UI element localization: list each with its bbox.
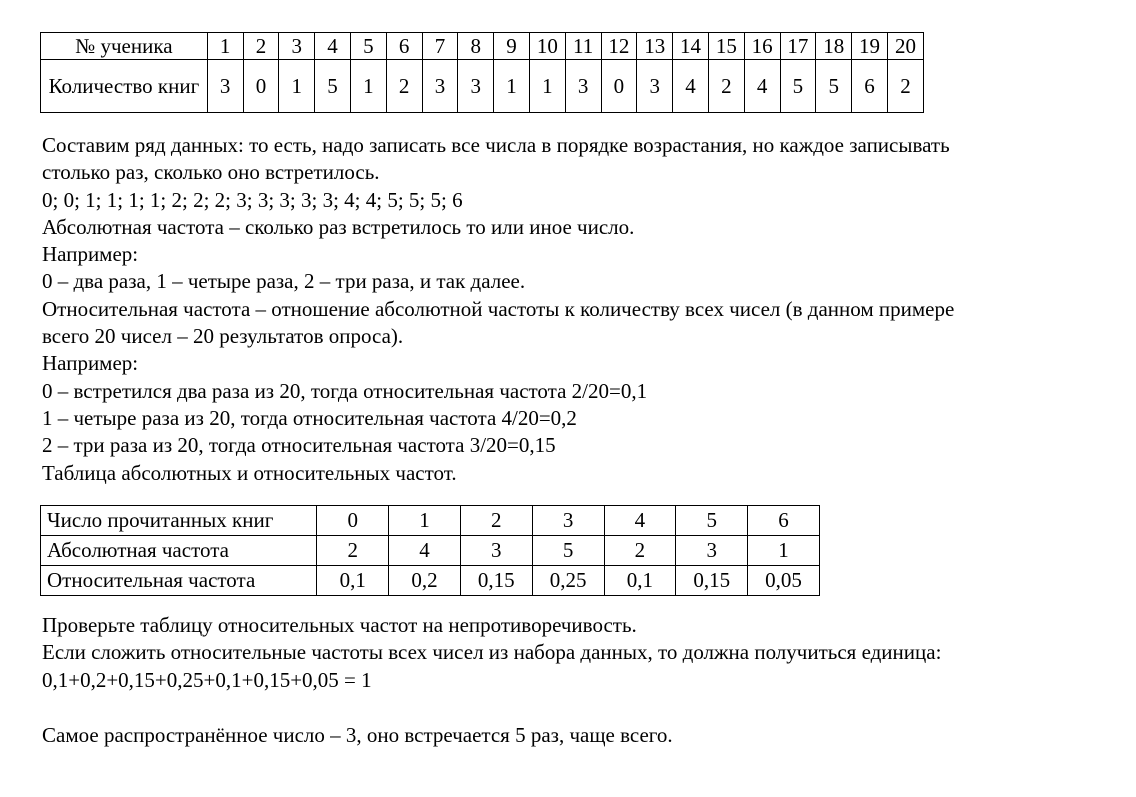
frequency-table: [40, 505, 820, 596]
absolute-frequency-header: Абсолютная частота: [41, 536, 317, 566]
book-count-cell: 0: [243, 60, 279, 113]
book-count-cell: 2: [887, 60, 923, 113]
student-number-cell: 15: [708, 33, 744, 60]
absolute-frequency-cell: 1: [748, 536, 820, 566]
text-line: 1 – четыре раза из 20, тогда относительная частота 4/20=0,2: [42, 405, 577, 430]
student-number-cell: 17: [780, 33, 816, 60]
student-number-header: № ученика: [41, 33, 208, 60]
relative-frequency-cell: 0,1: [317, 566, 389, 596]
books-read-cell: 1: [389, 506, 461, 536]
text-line: 0; 0; 1; 1; 1; 1; 2; 2; 2; 3; 3; 3; 3; 3; 4; 4; 5; 5; 5; 6: [42, 187, 463, 212]
text-line: 0,1+0,2+0,15+0,25+0,1+0,15+0,05 = 1: [42, 667, 372, 692]
text-line: Абсолютная частота – сколько раз встретилось то или иное число.: [42, 214, 635, 239]
book-count-cell: 3: [565, 60, 601, 113]
book-count-cell: 4: [673, 60, 709, 113]
text-line: Например:: [42, 351, 139, 376]
book-count-header: Количество книг: [41, 60, 208, 113]
student-number-cell: 5: [350, 33, 386, 60]
books-read-cell: 3: [532, 506, 604, 536]
student-number-cell: 7: [422, 33, 458, 60]
text-line: 2 – три раза из 20, тогда относительная частота 3/20=0,15: [42, 433, 556, 458]
relative-frequency-row: [41, 566, 820, 596]
absolute-frequency-cell: 2: [604, 536, 676, 566]
conclusion-text: [42, 722, 673, 749]
explanation-text: [42, 132, 954, 487]
relative-frequency-cell: 0,2: [389, 566, 461, 596]
student-number-cell: 11: [565, 33, 601, 60]
relative-frequency-cell: 0,1: [604, 566, 676, 596]
book-count-cell: 5: [315, 60, 351, 113]
student-number-cell: 14: [673, 33, 709, 60]
relative-frequency-cell: 0,15: [676, 566, 748, 596]
book-count-cell: 5: [816, 60, 852, 113]
student-number-cell: 10: [529, 33, 565, 60]
text-line: Проверьте таблицу относительных частот на непротиворечивость.: [42, 613, 637, 637]
book-count-cell: 1: [529, 60, 565, 113]
text-line: Самое распространённое число – 3, оно встречается 5 раз, чаще всего.: [42, 723, 673, 747]
student-number-cell: 13: [637, 33, 673, 60]
text-line: столько раз, сколько оно встретилось.: [42, 160, 380, 185]
book-count-cell: 3: [422, 60, 458, 113]
students-books-table: [40, 32, 924, 113]
student-number-cell: 8: [458, 33, 494, 60]
text-line: Например:: [42, 242, 139, 267]
absolute-frequency-row: [41, 536, 820, 566]
absolute-frequency-cell: 4: [389, 536, 461, 566]
student-number-row: [41, 33, 924, 60]
books-read-header: Число прочитанных книг: [41, 506, 317, 536]
absolute-frequency-cell: 5: [532, 536, 604, 566]
absolute-frequency-cell: 3: [676, 536, 748, 566]
books-read-cell: 0: [317, 506, 389, 536]
student-number-cell: 18: [816, 33, 852, 60]
consistency-check-text: [42, 612, 941, 694]
book-count-cell: 3: [637, 60, 673, 113]
relative-frequency-cell: 0,25: [532, 566, 604, 596]
book-count-cell: 1: [279, 60, 315, 113]
absolute-frequency-cell: 3: [460, 536, 532, 566]
book-count-cell: 1: [350, 60, 386, 113]
book-count-cell: 1: [494, 60, 530, 113]
absolute-frequency-cell: 2: [317, 536, 389, 566]
relative-frequency-cell: 0,05: [748, 566, 820, 596]
text-line: 0 – два раза, 1 – четыре раза, 2 – три раза, и так далее.: [42, 269, 526, 294]
book-count-cell: 4: [744, 60, 780, 113]
book-count-cell: 6: [852, 60, 888, 113]
student-number-cell: 9: [494, 33, 530, 60]
student-number-cell: 16: [744, 33, 780, 60]
relative-frequency-header: Относительная частота: [41, 566, 317, 596]
book-count-cell: 5: [780, 60, 816, 113]
student-number-cell: 1: [207, 33, 243, 60]
text-line: Если сложить относительные частоты всех чисел из набора данных, то должна получиться единица:: [42, 640, 942, 665]
book-count-cell: 3: [207, 60, 243, 113]
student-number-cell: 3: [279, 33, 315, 60]
text-line: Составим ряд данных: то есть, надо записать все числа в порядке возрастания, но каждое записывать: [42, 133, 950, 157]
book-count-cell: 3: [458, 60, 494, 113]
text-line: всего 20 чисел – 20 результатов опроса).: [42, 324, 404, 349]
book-count-cell: 2: [386, 60, 422, 113]
books-read-cell: 4: [604, 506, 676, 536]
books-read-cell: 6: [748, 506, 820, 536]
book-count-cell: 2: [708, 60, 744, 113]
text-line: 0 – встретился два раза из 20, тогда относительная частота 2/20=0,1: [42, 378, 648, 403]
book-count-row: [41, 60, 924, 113]
relative-frequency-cell: 0,15: [460, 566, 532, 596]
student-number-cell: 6: [386, 33, 422, 60]
books-read-cell: 5: [676, 506, 748, 536]
student-number-cell: 12: [601, 33, 637, 60]
student-number-cell: 2: [243, 33, 279, 60]
student-number-cell: 20: [887, 33, 923, 60]
student-number-cell: 19: [852, 33, 888, 60]
text-line: Относительная частота – отношение абсолютной частоты к количеству всех чисел (в данном примере: [42, 296, 955, 321]
text-line: Таблица абсолютных и относительных частот.: [42, 460, 457, 485]
book-count-cell: 0: [601, 60, 637, 113]
books-read-cell: 2: [460, 506, 532, 536]
student-number-cell: 4: [315, 33, 351, 60]
books-read-row: [41, 506, 820, 536]
